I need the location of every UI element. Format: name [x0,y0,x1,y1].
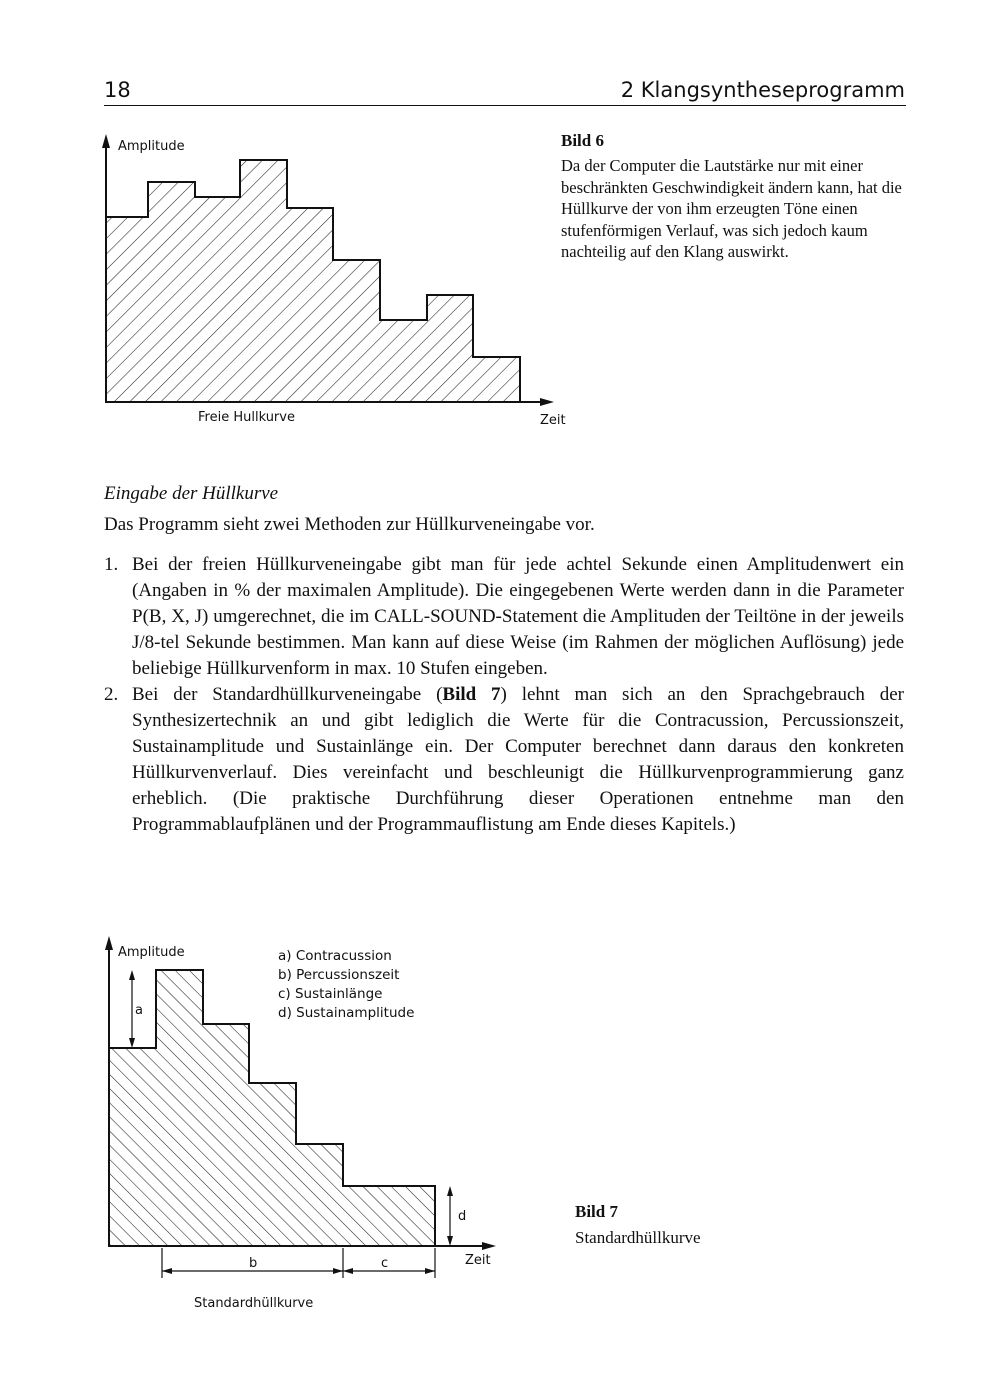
list-text: Bei der freien Hüllkurveneingabe gibt man für jede achtel Sekunde einen Amplitudenwert ein (Angaben in % der maximalen Amplitude). Die eingegebenen Werte werden dann in die Parameter P(B, X, J) umgerechnet, die im CALL-SOUND-Statement die Amplituden der Teiltöne in der jeweils J/8-tel Sekunde bestimmen. Man kann auf diese Weise (im Rahmen der möglichen Auflösung) jede beliebige Hüllkurvenform in max. 10 Stufen eingeben. [132,554,904,679]
figure-7-standard-envelope [92,930,512,1320]
x-axis-label: Zeit [465,1253,491,1268]
dimension-b-arrow-right [333,1268,343,1274]
dimension-c-arrow-right [425,1268,435,1274]
figure-label: Standardhüllkurve [194,1296,314,1311]
dimension-d-arrow-bottom [447,1236,453,1246]
list-text-after: ) lehnt man sich an den Sprachgebrauch der Synthesizertechnik an und gibt lediglich die Werte für die Contracussion, Percussionszeit, Sustainamplitude und Sustainlänge ein. Der Computer berechnet dann daraus den konkreten Hüllkurvenverlauf. Dies vereinfacht und beschleunigt die Hüllkurvenprogrammierung ganz erheblich. (Die praktische Durchführung dieser Operationen entnehme man den Programmablaufplänen und der Programmauflistung am Ende dieses Kapitels.) [132,684,904,835]
figure-7-caption-title: Bild 7 [575,1202,618,1221]
dimension-c-arrow-left [343,1268,353,1274]
x-axis-label: Zeit [540,413,566,428]
figure-6-caption-title: Bild 6 [561,131,604,150]
legend-item: c) Sustainlänge [278,986,383,1002]
running-header: 2 Klangsyntheseprogramm [620,78,905,102]
list-text-before: Bei der Standardhüllkurveneingabe ( [132,684,443,705]
dimension-b-arrow-left [162,1268,172,1274]
dimension-d-label: d [458,1209,467,1224]
section-heading: Eingabe der Hüllkurve [104,483,279,504]
dimension-b-label: b [249,1256,258,1271]
method-list [104,552,904,838]
dimension-a-label: a [135,1003,143,1018]
list-number: 2. [104,684,119,705]
y-axis-arrow [102,134,110,148]
figure-label: Freie Hullkurve [198,410,295,425]
figure-6-caption-text: Da der Computer die Lautstärke nur mit einer beschränkten Geschwindigkeit ändern kann, hat die Hüllkurve der von ihm erzeugten Töne einen stufenförmigen Verlauf, was sich jedoch kaum nachteilig auf den Klang auswirkt. [561,156,902,261]
page-number: 18 [104,78,131,102]
dimension-a-arrow-bottom [129,1038,135,1048]
list-item [104,682,904,838]
intro-paragraph: Das Programm sieht zwei Methoden zur Hüllkurveneingabe vor. [104,514,595,535]
dimension-c-label: c [381,1256,389,1271]
figure-6-free-envelope [90,130,580,430]
figure-reference: Bild 7 [442,684,501,705]
list-number: 1. [104,554,119,575]
x-axis-arrow [540,398,554,406]
legend-item: b) Percussionszeit [278,967,400,983]
header-rule [104,105,906,106]
dimension-a-arrow-top [129,970,135,980]
free-envelope-area [106,160,520,402]
dimension-d-arrow-top [447,1186,453,1196]
legend-item: d) Sustainamplitude [278,1005,415,1021]
y-axis-label: Amplitude [118,139,185,154]
list-item [104,552,904,682]
figure-7-caption-text: Standardhüllkurve [575,1228,701,1247]
x-axis-arrow [482,1242,496,1250]
legend-item: a) Contracussion [278,948,392,964]
y-axis-label: Amplitude [118,945,185,960]
y-axis-arrow [105,936,113,950]
